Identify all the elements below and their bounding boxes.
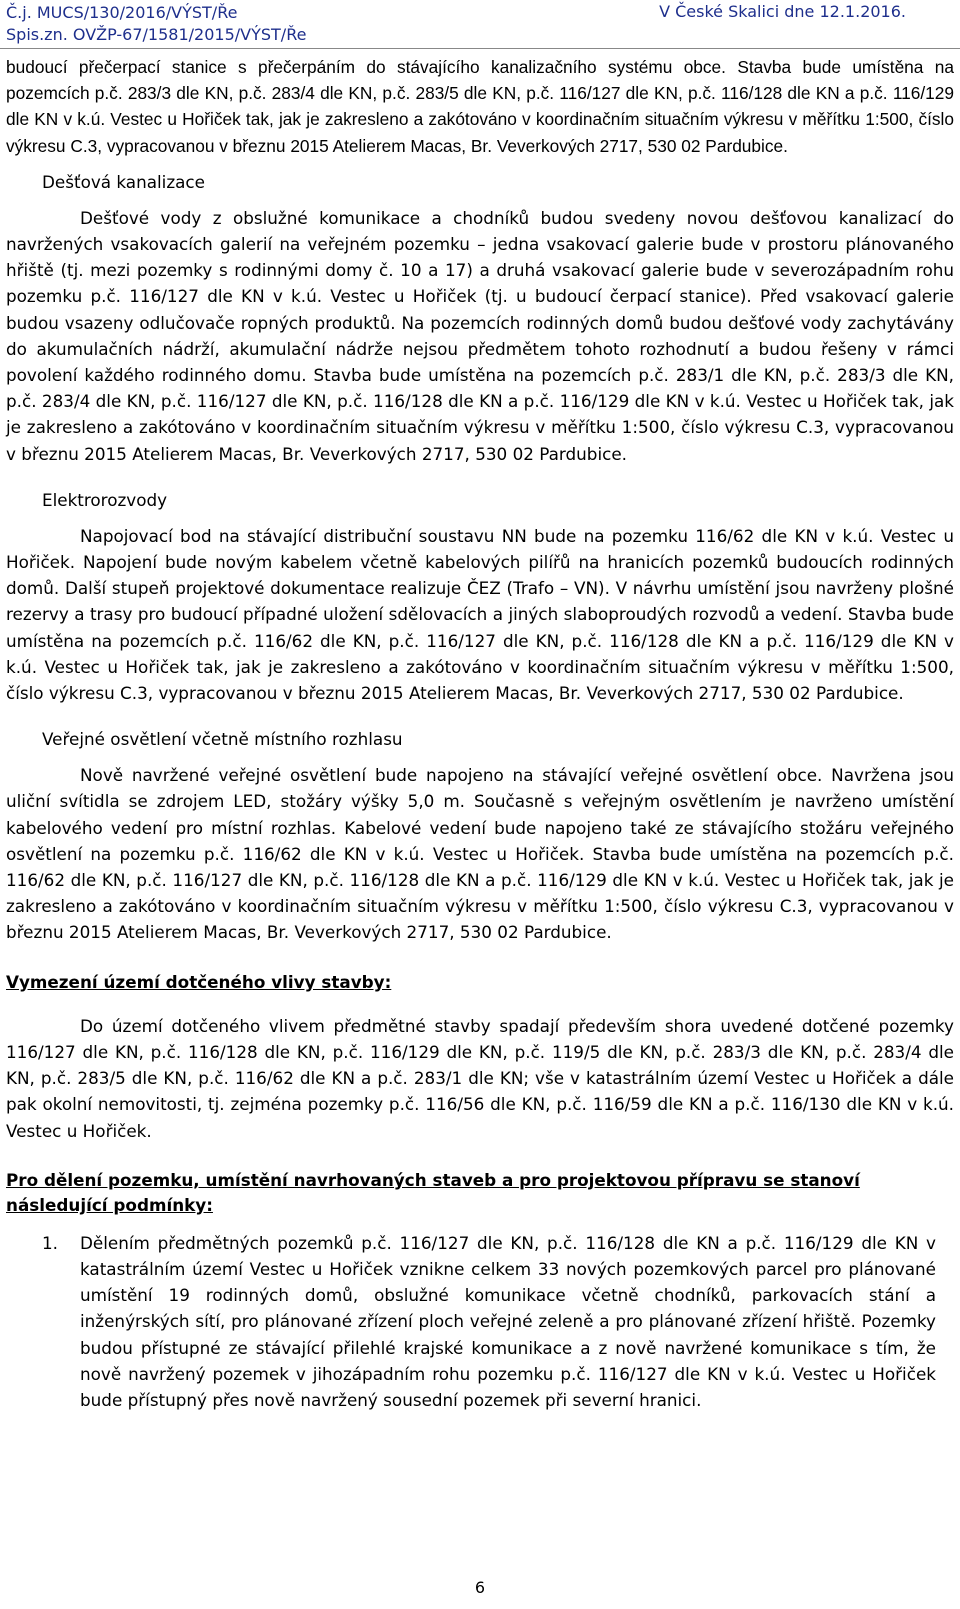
section-text: Napojovací bod na stávající distribuční soustavu NN bude na pozemku 116/62 dle KN v k.ú. Vestec u Hořiček. Napojení bude novým kabelem včetně kabelových pilířů na hranicích pozemků budoucích rodinných domů. Další stupeň projektové dokumentace realizuje ČEZ (Trafo – VN). V návrhu umístění jsou navrženy plošné rezervy a trasy pro budoucí případné uložení sdělovacích a jiných slaboproudých rozvodů a vedení. Stavba bude umístěna na pozemcích p.č. 116/62 dle KN, p.č. 116/127 dle KN, p.č. 116/128 dle KN a p.č. 116/129 dle KN v k.ú. Vestec u Hořiček tak, jak je zakresleno a zakótováno v koordinačním situačním výkresu v měřítku 1:500, číslo výkresu C.3, vypracovanou v březnu 2015 Atelierem Macas, Br. Veverkových 2717, 530 02 Pardubice.	[6, 525, 954, 704]
header-divider	[0, 48, 960, 49]
section-elektrorozvody	[6, 487, 954, 706]
header-date: V České Skalici dne 12.1.2016.	[659, 2, 906, 21]
intro-paragraph: budoucí přečerpací stanice s přečerpáním do stávajícího kanalizačního systému obce. Stavba bude umístěna na pozemcích p.č. 283/3 dle KN, p.č. 283/4 dle KN, p.č. 283/5 dle KN, p.č. 116/127 dle KN, p.č. 116/128 dle KN a p.č. 116/129 dle KN v k.ú. Vestec u Hořiček tak, jak je zakresleno a zakótováno v koordinačním situačním výkresu v měřítku 1:500, číslo výkresu C.3, vypracovanou v březnu 2015 Atelierem Macas, Br. Veverkových 2717, 530 02 Pardubice.	[6, 57, 954, 156]
section-verejne-osvetleni	[6, 726, 954, 945]
section-podminky	[6, 1168, 954, 1413]
section-heading: Pro dělení pozemku, umístění navrhovaných staveb a pro projektovou přípravu se stanoví následující podmínky:	[6, 1169, 860, 1215]
section-title: Dešťová kanalizace	[42, 171, 205, 192]
section-text: Nově navržené veřejné osvětlení bude napojeno na stávající veřejné osvětlení obce. Navržena jsou uliční svítidla se zdrojem LED, stožáry výšky 5,0 m. Současně s veřejným osvětlením je navrženo umístění kabelového vedení pro místní rozhlas. Kabelové vedení bude napojeno také ze stávajícího stožáru veřejného osvětlení na pozemku p.č. 116/62 dle KN v k.ú. Vestec u Hořiček. Stavba bude umístěna na pozemcích p.č. 116/62 dle KN, p.č. 116/127 dle KN, p.č. 116/128 dle KN a p.č. 116/129 dle KN v k.ú. Vestec u Hořiček tak, jak je zakresleno a zakótováno v koordinačním situačním výkresu v měřítku 1:500, číslo výkresu C.3, vypracovanou v březnu 2015 Atelierem Macas, Br. Veverkových 2717, 530 02 Pardubice.	[6, 765, 954, 943]
document-body	[6, 54, 954, 1413]
page-number: 6	[474, 1578, 486, 1597]
section-vymezeni-uzemi	[6, 970, 954, 1144]
section-text: Do území dotčeného vlivem předmětné stavby spadají především shora uvedené dotčené pozemky 116/127 dle KN, p.č. 116/128 dle KN, p.č. 116/129 dle KN, p.č. 119/5 dle KN, p.č. 283/3 dle KN, p.č. 283/4 dle KN, p.č. 283/5 dle KN, p.č. 116/62 dle KN a p.č. 283/1 dle KN; vše v katastrálním území Vestec u Hořiček a dále pak okolní nemovitosti, tj. zejména pozemky p.č. 116/56 dle KN, p.č. 116/59 dle KN a p.č. 116/130 dle KN v k.ú. Vestec u Hořiček.	[6, 1015, 954, 1141]
list-item-number: 1.	[42, 1232, 59, 1253]
section-heading: Vymezení území dotčeného vlivy stavby:	[6, 971, 392, 992]
header-cj: Č.j. MUCS/130/2016/VÝST/Ře	[6, 3, 238, 22]
list-item-text: Dělením předmětných pozemků p.č. 116/127 dle KN, p.č. 116/128 dle KN a p.č. 116/129 dle KN v katastrálním území Vestec u Hořiček vznikne celkem 33 nových pozemkových parcel pro plánované umístění 19 rodinných domů, obslužné komunikace včetně chodníků, parkovacích stání a inženýrských sítí, pro plánované zřízení ploch veřejné zeleně a pro plánované zřízení hřiště. Pozemky budou přístupné ze stávající přilehlé krajské komunikace a z nově navržené komunikace s tím, že nově navržený pozemek v jihozápadním rohu pozemku p.č. 116/127 dle KN v k.ú. Vestec u Hořiček bude přístupný přes nově navržený sousední pozemek při severní hranici.	[80, 1232, 936, 1410]
section-destova-kanalizace	[6, 169, 954, 467]
section-text: Dešťové vody z obslužné komunikace a chodníků budou svedeny novou dešťovou kanalizací do navržených vsakovacích galerií na veřejném pozemku – jedna vsakovací galerie bude v prostoru plánovaného hřiště (tj. mezi pozemky s rodinnými domy č. 10 a 17) a druhá vsakovací galerie bude v severozápadním rohu pozemku p.č. 116/127 dle KN v k.ú. Vestec u Hořiček (tj. u budoucí čerpací stanice). Před vsakovací galerie budou vsazeny odlučovače ropných produktů. Na pozemcích rodinných domů budou dešťové vody zachytávány do akumulačních nádrží, akumulační nádrže nejsou předmětem tohoto rozhodnutí a budou řešeny v rámci povolení každého rodinného domu. Stavba bude umístěna na pozemcích p.č. 283/1 dle KN, p.č. 283/3 dle KN, p.č. 283/4 dle KN, p.č. 116/127 dle KN, p.č. 116/128 dle KN a p.č. 116/129 dle KN v k.ú. Vestec u Hořiček tak, jak je zakresleno a zakótováno v koordinačním situačním výkresu v měřítku 1:500, číslo výkresu C.3, vypracovanou v březnu 2015 Atelierem Macas, Br. Veverkových 2717, 530 02 Pardubice.	[6, 207, 954, 464]
section-title: Elektrorozvody	[42, 489, 168, 510]
list-item	[6, 1230, 954, 1413]
header-spis-zn: Spis.zn. OVŽP-67/1581/2015/VÝST/Ře	[6, 25, 307, 44]
section-title: Veřejné osvětlení včetně místního rozhlasu	[42, 729, 403, 750]
